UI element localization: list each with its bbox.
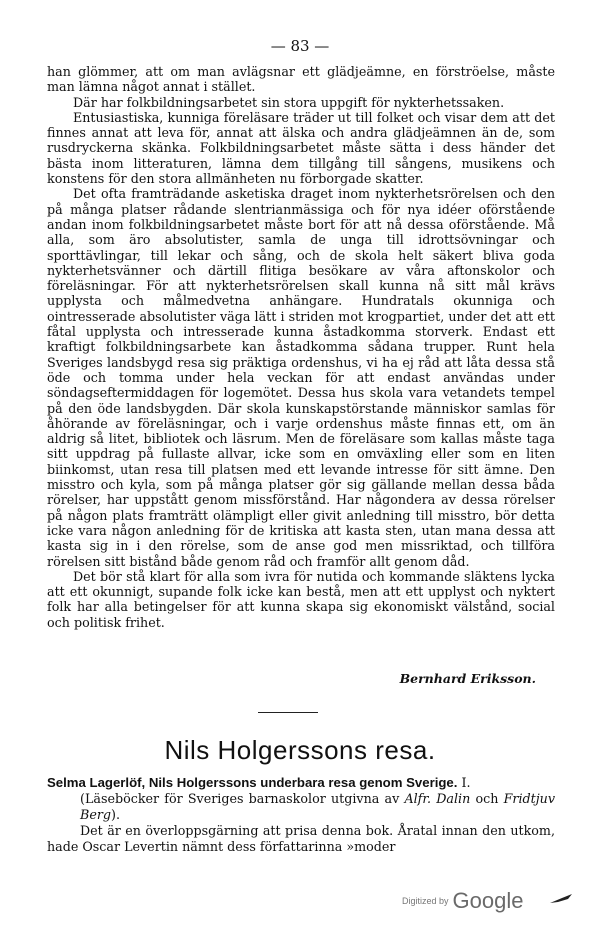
- paragraph-4: Det ofta framträdande asketiska draget inom nykterhetsrörelsen och den på många platser rådande slentrianmässiga och för nya idéer oförstående andan inom folkbildningsarbetet måste bort för att nå dessa oförstående. Må alla, som äro absolutister, samla de unga till idrottsövningar och sporttävlingar, till lekar och sång, och de skola helt säkert bliva goda nykterhetsvänner och därtill flitiga besökare av våra aftonskolor och föreläsningar. För att nykterhetsrörelsen skall kunna nå sitt mål krävs upplysta och målmedvetna anhängare. Hundratals okunniga och ointresserade absolutister väga lätt i striden mot krogpartiet, under det att ett fåtal upplysta och intresserade kunna åstadkomma storverk. Endast ett kraftigt folkbildningsarbete kan åstadkomma sådana trupper. Runt hela Sveriges landsbygd resa sig präktiga ordenshus, vi ha ej råd att låta dessa stå öde och tomma under hela veckan för att endast användas under söndagseftermiddagen för logemötet. Dessa hus skola vara vetandets tempel på den öde landsbygden. Där skola kunskapstörstande människor samlas för åhörande av föreläsningar, och i varje ordenshus måste finnas ett, om än aldrig så litet, bibliotek och läsrum. Men de föreläsare som kallas måste taga sitt uppdrag på fullaste allvar, icke som en omväxling eller som en liten biinkomst, utan resa till platsen med ett levande intresse för sitt ämne. Den misstro och kyla, som på många platser gör sig gällande mellan dessa båda rörelser, har uppstått genom missförstånd. Har någondera av dessa rörelser på någon plats framträtt olämpligt eller givit anledning till misstro, bör detta icke vara någon anledning för de kritiska att kasta sten, utan mana dessa att kasta sig in i den rörelse, som de anse god men missriktad, och tillföra rörelsen sitt bistånd både genom råd och framför allt genom dåd.: [47, 186, 555, 569]
- section-divider: [258, 712, 318, 713]
- digitized-by-label: Digitized by: [402, 896, 449, 906]
- page-number: — 83 —: [270, 37, 330, 55]
- paren-close: ).: [111, 807, 121, 822]
- book-volume: I.: [457, 775, 471, 790]
- section-heading: Nils Holgerssons resa.: [164, 735, 436, 765]
- ink-mark-icon: [548, 892, 574, 906]
- editor-name: Alfr. Dalin: [404, 791, 471, 806]
- editor-name-2: Fridtjuv Berg: [80, 791, 555, 822]
- paragraph-2: Där har folkbildningsarbetet sin stora uppgift för nykterhetssaken.: [73, 94, 505, 110]
- google-logo: Google: [452, 888, 524, 913]
- book-reference: [47, 775, 555, 823]
- author-signature: Bernhard Eriksson.: [399, 671, 536, 686]
- digitization-watermark: [402, 888, 523, 914]
- book-review: [47, 775, 555, 855]
- paragraph-5: Det bör stå klart för alla som ivra för nutida och kommande släktens lycka att ett okunnigt, supande folk icke kan bestå, men att ett upplyst och nyktert folk har alla betingelser för att kunna skapa sig ekonomiskt välstånd, social och politisk frihet.: [47, 568, 555, 630]
- paragraph-1: han glömmer, att om man avlägsnar ett glädjeämne, en förströelse, måste man lämna något annat i stället.: [47, 64, 555, 95]
- conjunction: och: [470, 791, 504, 806]
- paragraph-3: Entusiastiska, kunniga föreläsare träder ut till folket och visar dem att det finnes annat att leva för, annat att älska och andra glädjeämnen än de, som rusdryckerna skänka. Folkbildningsarbetet måste sätta i dess händer det bästa inom litteraturen, lämna dem tillgång till sångens, musikens och konstens för den stora allmänheten nu förborgade skatter.: [47, 109, 555, 187]
- series-note: (Läseböcker för Sveriges barnaskolor utgivna av: [80, 791, 405, 806]
- book-title: Selma Lagerlöf, Nils Holgerssons underbara resa genom Sverige.: [47, 775, 458, 790]
- review-text: Det är en överloppsgärning att prisa denna bok. Åratal innan den utkom, hade Oscar Levertin nämnt dess författarinna »moder: [47, 823, 555, 854]
- article-body: [47, 64, 555, 630]
